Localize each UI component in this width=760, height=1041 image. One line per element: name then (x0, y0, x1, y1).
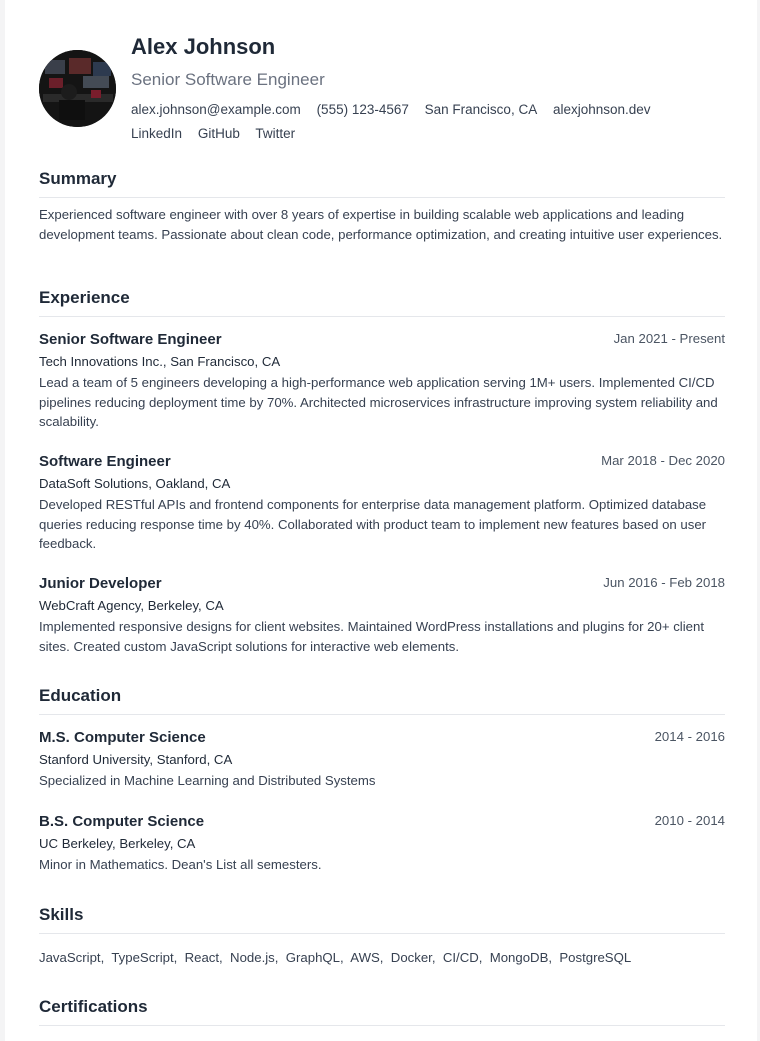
education-dates: 2010 - 2014 (654, 813, 725, 828)
experience-description: Implemented responsive designs for client websites. Maintained WordPress installations and plugins for 20+ client sites. Created custom JavaScript solutions for interactive web elements. (39, 619, 704, 654)
experience-entry (39, 453, 725, 554)
contact-row (131, 102, 663, 117)
experience-description: Developed RESTful APIs and frontend components for enterprise data management platform. Optimized database queries reducing response time by 40%. Collaborated with product team to implement new features based on user feedback. (39, 497, 707, 551)
education-entry (39, 813, 725, 875)
email-link[interactable]: alex.johnson@example.com (131, 102, 301, 117)
summary-text: Experienced software engineer with over 8 years of expertise in building scalable web applications and leading development teams. Passionate about clean code, performance optimization, and creating intuitive user experiences. (39, 207, 723, 242)
education-note: Specialized in Machine Learning and Distributed Systems (39, 773, 376, 788)
experience-role: Software Engineer (39, 453, 171, 470)
skills-list: JavaScript, TypeScript, React, Node.js, GraphQL, AWS, Docker, CI/CD, MongoDB, PostgreSQL (39, 950, 632, 965)
education-dates: 2014 - 2016 (654, 729, 725, 744)
education-degree: M.S. Computer Science (39, 729, 206, 746)
resume-name: Alex Johnson (131, 34, 276, 59)
resume-page (5, 0, 757, 1041)
linkedin-link[interactable]: LinkedIn (131, 126, 183, 141)
section-title-experience: Experience (39, 288, 725, 317)
experience-role: Senior Software Engineer (39, 331, 222, 348)
experience-company: DataSoft Solutions, Oakland, CA (39, 476, 231, 491)
profile-photo (39, 50, 116, 127)
avatar (39, 50, 116, 127)
section-title-skills: Skills (39, 905, 725, 934)
section-title-certifications: Certifications (39, 997, 725, 1026)
website-link[interactable]: alexjohnson.dev (552, 102, 651, 117)
education-degree: B.S. Computer Science (39, 813, 205, 830)
social-links (131, 126, 307, 141)
experience-company: Tech Innovations Inc., San Francisco, CA (39, 354, 281, 369)
education-note: Minor in Mathematics. Dean's List all semesters. (39, 857, 322, 872)
section-title-summary: Summary (39, 169, 725, 198)
experience-role: Junior Developer (39, 575, 162, 592)
experience-entry (39, 331, 725, 432)
experience-dates: Jun 2016 - Feb 2018 (603, 575, 725, 590)
experience-dates: Mar 2018 - Dec 2020 (601, 453, 725, 468)
resume-header (39, 30, 729, 150)
education-school: UC Berkeley, Berkeley, CA (39, 836, 196, 851)
experience-entry (39, 575, 725, 656)
section-title-education: Education (39, 686, 725, 715)
experience-dates: Jan 2021 - Present (613, 331, 725, 346)
education-entry (39, 729, 725, 791)
location-text: San Francisco, CA (424, 102, 538, 117)
phone-text: (555) 123-4567 (316, 102, 409, 117)
experience-company: WebCraft Agency, Berkeley, CA (39, 598, 224, 613)
education-school: Stanford University, Stanford, CA (39, 752, 233, 767)
twitter-link[interactable]: Twitter (255, 126, 296, 141)
github-link[interactable]: GitHub (197, 126, 240, 141)
experience-description: Lead a team of 5 engineers developing a high-performance web application serving 1M+ users. Implemented CI/CD pipelines reducing deployment time by 70%. Architected microservices infrastructure improving system reliability and scalability. (39, 375, 718, 429)
resume-job-title: Senior Software Engineer (131, 70, 325, 89)
